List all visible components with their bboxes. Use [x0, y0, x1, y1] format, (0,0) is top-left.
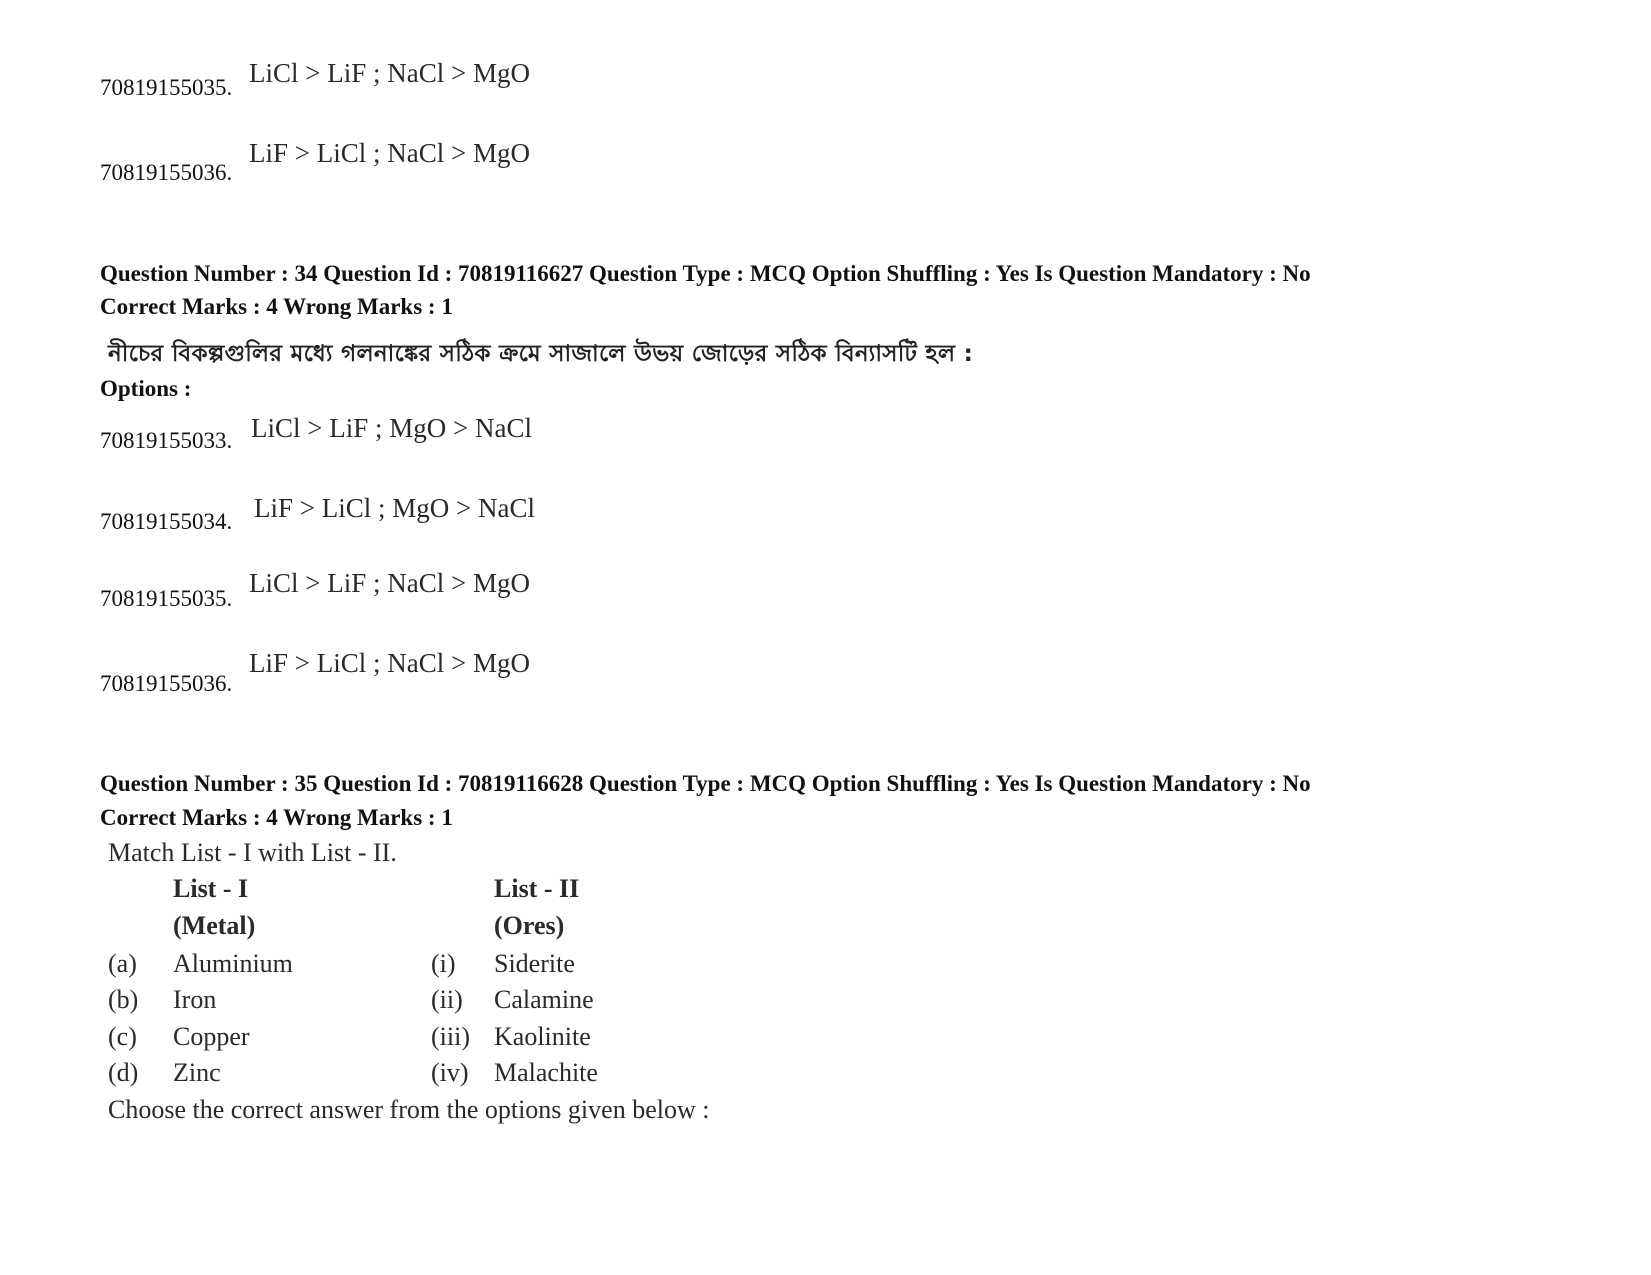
option-id: 70819155033. [100, 428, 233, 453]
option-id: 70819155034. [100, 509, 233, 534]
list1-title: List - I [173, 874, 249, 903]
list1-key: (d) [108, 1058, 139, 1087]
list2-title: List - II [494, 874, 580, 903]
match-intro: Match List - I with List - II. [108, 838, 397, 867]
list1-value: Aluminium [173, 949, 293, 978]
question-meta-line1: Question Number : 35 Question Id : 70819116628 Question Type : MCQ Option Shuffling : Yes Is Question Mandatory : No [100, 771, 1311, 796]
question-meta-line2: Correct Marks : 4 Wrong Marks : 1 [100, 805, 453, 830]
list2-subtitle: (Ores) [494, 911, 565, 940]
list1-value: Iron [173, 985, 217, 1014]
option-id: 70819155036. [100, 671, 233, 696]
list2-value: Malachite [494, 1058, 598, 1087]
list2-key: (iii) [431, 1022, 470, 1051]
option-text: LiCl > LiF ; NaCl > MgO [249, 58, 530, 88]
list2-value: Siderite [494, 949, 575, 978]
list2-key: (iv) [431, 1058, 469, 1087]
list1-value: Copper [173, 1022, 250, 1051]
list1-subtitle: (Metal) [173, 911, 256, 940]
option-text: LiF > LiCl ; NaCl > MgO [249, 138, 530, 168]
option-text: LiF > LiCl ; MgO > NaCl [254, 493, 535, 523]
list2-value: Calamine [494, 985, 594, 1014]
list1-key: (c) [108, 1022, 137, 1051]
list1-value: Zinc [173, 1058, 221, 1087]
list2-key: (ii) [431, 985, 463, 1014]
list1-key: (a) [108, 949, 137, 978]
list2-key: (i) [431, 949, 456, 978]
list2-value: Kaolinite [494, 1022, 591, 1051]
question-text: নীচের বিকল্পগুলির মধ্যে গলনাঙ্কের সঠিক ক্রমে সাজালে উভয় জোড়ের সঠিক বিন্যাসটি হল : [108, 341, 974, 367]
question-meta-line2: Correct Marks : 4 Wrong Marks : 1 [100, 294, 453, 319]
option-text: LiCl > LiF ; NaCl > MgO [249, 568, 530, 598]
question-meta-line1: Question Number : 34 Question Id : 70819116627 Question Type : MCQ Option Shuffling : Yes Is Question Mandatory : No [100, 261, 1311, 286]
option-text: LiF > LiCl ; NaCl > MgO [249, 648, 530, 678]
option-text: LiCl > LiF ; MgO > NaCl [251, 413, 532, 443]
list1-key: (b) [108, 985, 139, 1014]
option-id: 70819155035. [100, 586, 233, 611]
option-id: 70819155036. [100, 160, 233, 185]
match-closing: Choose the correct answer from the options given below : [108, 1095, 710, 1124]
option-id: 70819155035. [100, 75, 233, 100]
options-label: Options : [100, 376, 192, 401]
